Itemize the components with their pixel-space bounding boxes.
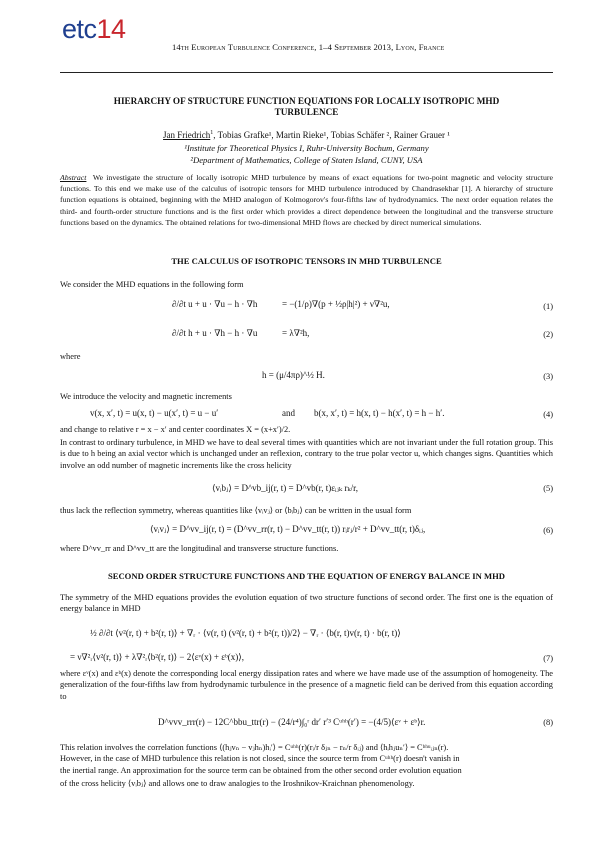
equation-number-2: (2) [543, 330, 553, 339]
equation-number-8: (8) [543, 718, 553, 727]
equation-number-4: (4) [543, 410, 553, 419]
equation-number-6: (6) [543, 526, 553, 535]
correlation-functions-line4: of the cross helicity ⟨vᵢbⱼ⟩ and allows one to draw analogies to the Iroshnikov-Kraichnan phenomenology. [60, 779, 415, 788]
relative-coordinates-text: and change to relative r = x − x′ and center coordinates X = (x+x′)/2. [60, 425, 291, 434]
dissipation-paragraph: where εᵛ(x) and εᵇ(x) denote the corresponding local energy dissipation rates and where we have made use of the assumption of homogeneity. The generalization of the four-fifths law from hydrodynamic turbulence in the presence of a magnetic field can be derived from this equation according to [60, 669, 553, 701]
affiliation-1: ¹Institute for Theoretical Physics I, Ruhr-University Bochum, Germany [184, 143, 429, 153]
increments-intro: We introduce the velocity and magnetic increments [60, 392, 232, 401]
section-heading-2: SECOND ORDER STRUCTURE FUNCTIONS AND THE EQUATION OF ENERGY BALANCE IN MHD [107, 571, 506, 581]
conference-logo: etc14 [62, 14, 126, 44]
equation-7-line1: ½ ∂/∂t ⟨v²(r, t) + b²(r, t)⟩ + ∇ᵣ · ⟨v(r, t) (v²(r, t) + b²(r, t))/2⟩ − ∇ᵣ · ⟨b(r, t)v(r, t) · b(r, t)⟩ [90, 628, 401, 638]
section-heading-1: THE CALCULUS OF ISOTROPIC TENSORS IN MHD TURBULENCE [171, 256, 442, 266]
equation-number-3: (3) [543, 372, 553, 381]
equation-number-7: (7) [543, 654, 553, 663]
equation-8: D^vvv_rrr(r) − 12C^bbu_ttr(r) − (24/r⁴)∫₀ʳ dr′ r′³ Cᵘʰʰ(r′) = −(4/5)⟨εᵛ + εᵇ⟩r. [158, 717, 426, 727]
symmetry-paragraph: In contrast to ordinary turbulence, in MHD we have to deal several times with quantities which are not invariant under the full rotation group. This is due to h being an axial vector which is unchanged under an reflexion, contrary to the true polar vector u, which changes signs. Quantities which involve an odd number of magnetic increments like the cross helicity [60, 438, 553, 470]
header-rule [60, 72, 553, 73]
paper-title-line2: TURBULENCE [274, 107, 339, 117]
abstract-label: Abstract [60, 173, 87, 182]
affiliation-2: ²Department of Mathematics, College of Staten Island, CUNY, USA [190, 155, 423, 165]
equation-number-5: (5) [543, 484, 553, 493]
reflection-symmetry-text: thus lack the reflection symmetry, whereas quantities like ⟨vᵢvⱼ⟩ or ⟨bᵢbⱼ⟩ can be written in the usual form [60, 506, 412, 515]
equation-7-line2: = ν∇²ᵣ⟨v²(r, t)⟩ + λ∇²ᵣ⟨b²(r, t)⟩ − 2⟨εᵛ(x) + εᵇ(x)⟩, [70, 652, 245, 662]
structure-functions-text: where D^vv_rr and D^vv_tt are the longitudinal and transverse structure functions. [60, 544, 339, 553]
equation-3: h = (μ/4πρ)^½ H. [262, 370, 325, 380]
energy-balance-intro: The symmetry of the MHD equations provides the evolution equation of two structure functions of second order. The first one is the equation of energy balance in MHD [60, 593, 553, 614]
equation-4a: v(x, x′, t) = u(x, t) − u(x′, t) = u − u′ [90, 408, 219, 418]
equation-2-lhs: ∂/∂t h + u · ∇h − h · ∇u [172, 328, 258, 338]
equation-1-lhs: ∂/∂t u + u · ∇u − h · ∇h [172, 299, 258, 309]
section1-intro: We consider the MHD equations in the following form [60, 280, 244, 289]
paper-title-line1: HIERARCHY OF STRUCTURE FUNCTION EQUATIONS FOR LOCALLY ISOTROPIC MHD [113, 96, 500, 106]
abstract-text: We investigate the structure of locally isotropic MHD turbulence by means of exact equations for two-point magnetic and velocity structure functions. To this end we make use of the calculus of isotropic tensors for MHD turbulence introduced by Chandrasekhar [1]. A hierarchy of structure function equations is obtained, beginning with the MHD analogon of Kolmogorov's four-fifths law of hydrodynamics. The next order equation relates the third- and fourth-order structure functions and is the first order which provides a direct dependence between the longitudinal and the transverse structure functions based on the dynamics. The obtained relations for two-dimensional MHD flows are checked by direct numerical simulations. [60, 173, 553, 227]
equation-number-1: (1) [543, 302, 553, 311]
equation-4-and: and [282, 408, 295, 418]
correlation-functions-line1: This relation involves the correlation functions ⟨(hⱼvₙ − vⱼhₙ)hᵢ′⟩ = Cᵘʰʰ(r)(rᵢ/r δⱼₙ − rₙ/r δᵢⱼ) and ⟨hᵢhⱼuₙ′⟩ = Cᵇʰᵘᵢⱼₙ(r). [60, 743, 449, 752]
presenting-author: Jan Friedrich [163, 130, 211, 140]
correlation-functions-line2: However, in the case of MHD turbulence this relation is not closed, since the source term from Cᵘʰʰ(r) doesn't vanish in [60, 754, 460, 763]
correlation-functions-line3: the inertial range. An approximation for the source term can be obtained from the other second order evolution equation [60, 766, 462, 775]
author-list: Jan Friedrich$^1$, Tobias Grafke¹, Martin Rieke¹, Tobias Schäfer ², Rainer Grauer ¹ [163, 130, 450, 140]
abstract [60, 172, 553, 228]
equation-2-rhs: = λ∇²h, [282, 328, 310, 338]
equation-4b: b(x, x′, t) = h(x, t) − h(x′, t) = h − h′. [314, 408, 445, 418]
equation-1-rhs: = −(1/ρ)∇(p + ½ρ|h|²) + ν∇²u, [282, 299, 390, 309]
conference-header: 14th European Turbulence Conference, 1–4 September 2013, Lyon, France [172, 42, 445, 52]
equation-6: ⟨vᵢvⱼ⟩ = D^vv_ij(r, t) = (D^vv_rr(r, t) − D^vv_tt(r, t)) rᵢrⱼ/r² + D^vv_tt(r, t)δᵢⱼ, [150, 524, 426, 534]
equation-5: ⟨vᵢbⱼ⟩ = D^vb_ij(r, t) = D^vb(r, t)εᵢⱼₖ rₖ/r, [212, 483, 359, 493]
where-1: where [60, 352, 81, 361]
